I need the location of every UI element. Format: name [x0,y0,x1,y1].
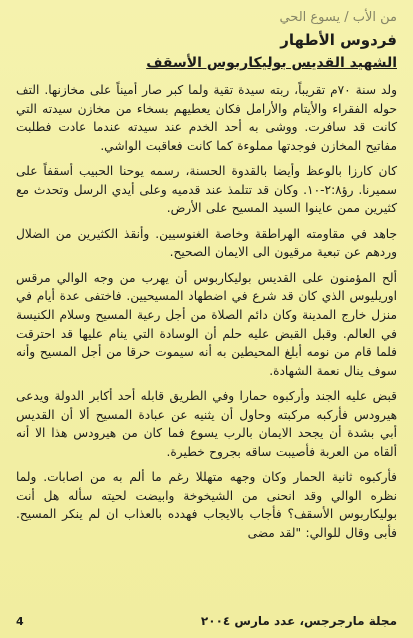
page-number: 4 [16,614,24,628]
article-title: الشهيد القديس بوليكاربوس الأسقف [146,55,397,71]
paragraph-2: كان كارزا بالوعظ وأيضا بالقدوة الحسنة، رسمه يوحنا الحبيب أسقفاً على سميرنا. رؤ٢:٨-١٠. وكان قد تتلمذ عند قدميه وعلى أيدي الرسل وتحدث مع كثيرين ممن عاينوا السيد المسيح على الأرض. [16,164,397,216]
section-title: فردوس الأطهار [280,31,397,49]
journal-footer: مجلة مارجرجس، عدد مارس ٢٠٠٤ [200,614,397,628]
paragraph-3: جاهد في مقاومته الهراطقة وخاصة الغنوسيين. وأنقذ الكثيرين من الضلال وردهم عن تبعية مرقيون الى الايمان الصحيح. [16,226,397,260]
header [16,10,397,71]
paragraph-1: ولد سنة ٧٠م تقريباً، ربته سيدة تقية ولما كبر صار أميناً على مخازنها. التف حوله الفقراء والأيتام والأرامل فكان يعطيهم بسخاء من مخازن سيدته التي كانت قد سافرت. ووشى به أحد الخدم عند سيدته عندما عادت فطلبت مفاتيح المخازن فوجدتها مملوءة كما كانت فعاقبت الواشي. [16,83,397,153]
article-body [16,81,397,543]
paragraph-4: ألح المؤمنون على القديس بوليكاربوس أن يهرب من وجه الوالي مرقس اوريليوس الذي كان قد شرع في اضطهاد المسيحيين. فاختفى عدة أيام في منزل خارج المدينة وكان دائم الصلاة من أجل رعية المسيح وسلام الكنيسة في العالم. وقبل القبض عليه حلم أن الوسادة التي ينام عليها قد احترقت فلما قام من نومه أبلغ المحيطين به أنه سيموت حرقا من أجل المسيح وأنه سوف ينال نعمة الشهادة. [16,270,397,378]
footer [16,614,397,628]
paragraph-6: فأركبوه ثانية الحمار وكان وجهه متهللا رغم ما ألم به من اصابات. ولما نظره الوالي وقد انحنى من الشيخوخة وابيضت لحيته سأله هل أنت بوليكاربوس الأسقف؟ فأجاب بالايجاب فهدده بالعذاب ان لم ينكر المسيح. فأبى وقال للوالي: "لقد مضى [16,470,397,541]
kicker-text: من الأب / يسوع الحي [279,10,397,25]
paragraph-5: قبض عليه الجند وأركبوه حمارا وفي الطريق قابله أحد أكابر الدولة ويدعى هيرودس فأركبه مركبته وحاول أن يثنيه عن عبادة المسيح ألا أن القديس أبي بشدة أن يجحد الايمان بالرب يسوع فما كان من هيرودس هذا الا أنه ألقاه من العربة فأصيبت ساقه بجروح خطيرة. [16,389,397,459]
